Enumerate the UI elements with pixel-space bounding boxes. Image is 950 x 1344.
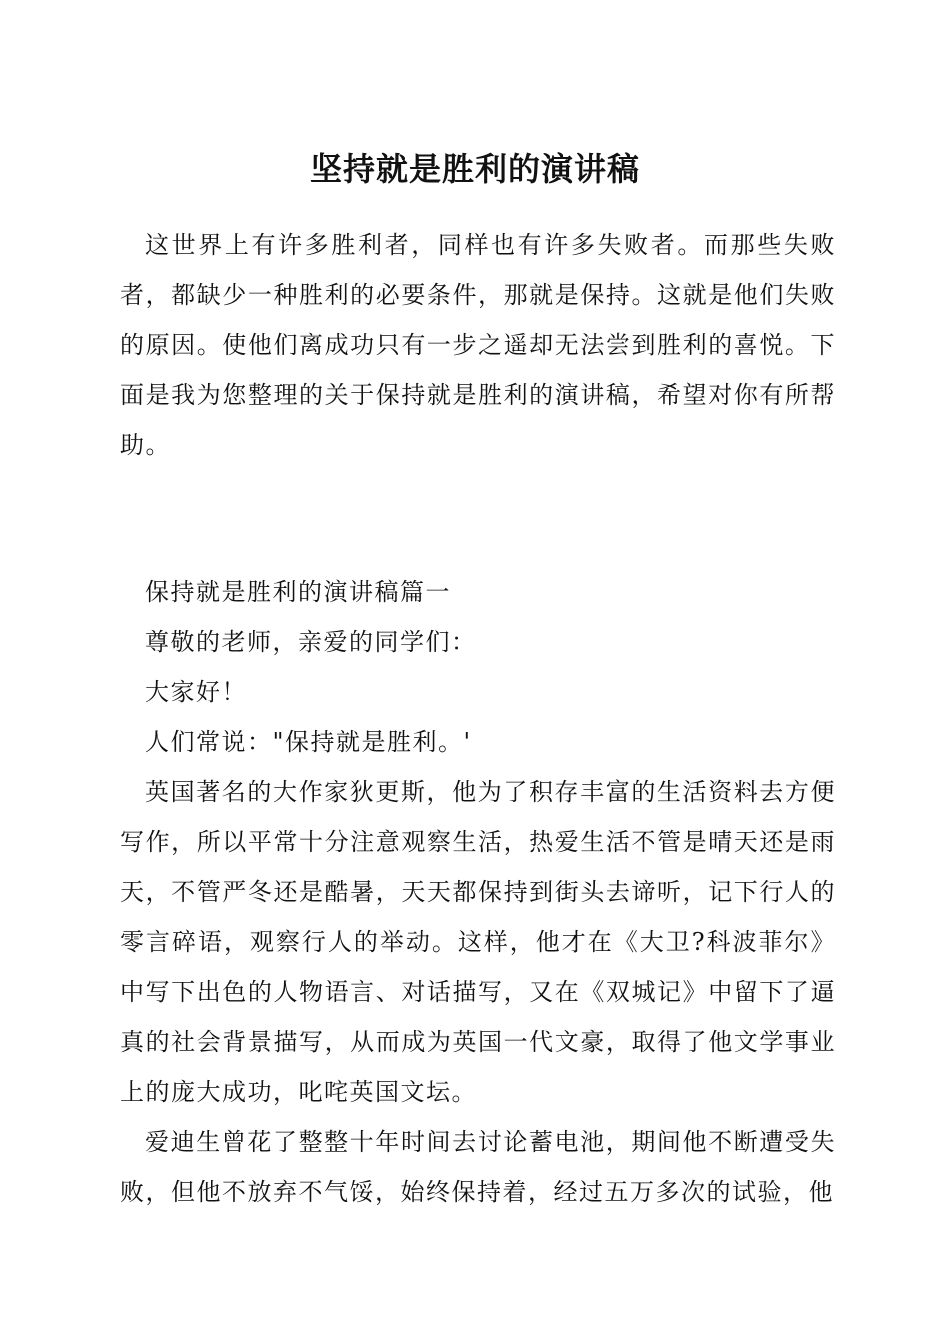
- paragraph-dickens: 英国著名的大作家狄更斯，他为了积存丰富的生活资料去方便写作，所以平常十分注意观察生活，热爱生活不管是晴天还是雨天，不管严冬还是酷暑，天天都保持到街头去谛听，记下行人的零言碎语，观察行人的举动。这样，他才在《大卫?科波菲尔》中写下出色的人物语言、对话描写，又在《双城记》中留下了逼真的社会背景描写，从而成为英国一代文豪，取得了他文学事业上的庞大成功，叱咤英国文坛。: [120, 778, 836, 1106]
- section-heading: 保持就是胜利的演讲稿篇一: [145, 578, 451, 606]
- paragraph-edison: 爱迪生曾花了整整十年时间去讨论蓄电池，期间他不断遭受失败，但他不放弃不气馁，始终保持着，经过五万多次的试验，他: [120, 1128, 836, 1206]
- salutation-line: 尊敬的老师，亲爱的同学们：: [145, 628, 477, 656]
- document-title: 坚持就是胜利的演讲稿: [309, 150, 640, 188]
- quote-line: 人们常说："保持就是胜利。': [145, 728, 472, 756]
- greeting-line: 大家好！: [145, 678, 247, 706]
- intro-paragraph: 这世界上有许多胜利者，同样也有许多失败者。而那些失败者，都缺少一种胜利的必要条件，那就是保持。这就是他们失败的原因。使他们离成功只有一步之遥却无法尝到胜利的喜悦。下面是我为您整理的关于保持就是胜利的演讲稿，希望对你有所帮助。: [120, 231, 836, 459]
